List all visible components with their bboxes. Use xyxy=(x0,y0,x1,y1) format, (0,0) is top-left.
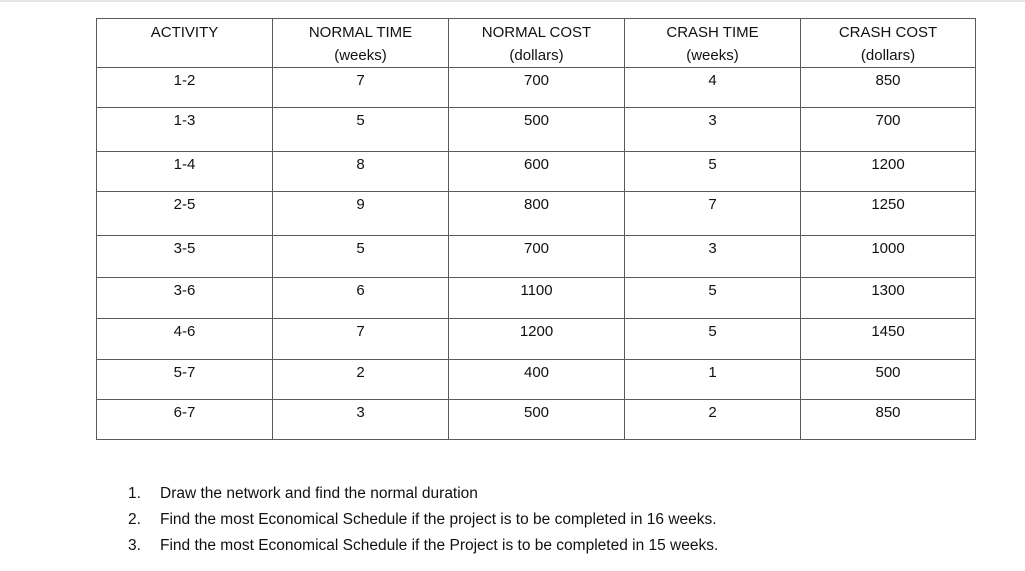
cell-crash-time: 3 xyxy=(625,108,801,152)
cell-normal-cost: 500 xyxy=(449,400,625,440)
table-row xyxy=(97,360,976,400)
cell-activity: 1-3 xyxy=(97,108,273,152)
cell-activity: 6-7 xyxy=(97,400,273,440)
cell-normal-time: 8 xyxy=(273,152,449,192)
cell-crash-cost: 1450 xyxy=(801,319,976,360)
header-crash-cost xyxy=(801,19,976,68)
cell-normal-time: 9 xyxy=(273,192,449,236)
top-divider xyxy=(0,0,1025,2)
header-crash-cost-label: CRASH COST xyxy=(838,24,938,41)
cell-crash-time: 4 xyxy=(625,68,801,108)
cell-crash-time: 3 xyxy=(625,236,801,278)
question-item xyxy=(128,482,718,508)
question-list xyxy=(128,482,718,560)
header-crash-time-label: CRASH TIME xyxy=(666,24,759,41)
cell-crash-time: 5 xyxy=(625,278,801,319)
table-row xyxy=(97,68,976,108)
cell-normal-cost: 700 xyxy=(449,236,625,278)
table-row xyxy=(97,108,976,152)
cell-normal-cost: 1200 xyxy=(449,319,625,360)
table-row xyxy=(97,152,976,192)
table-row xyxy=(97,278,976,319)
header-activity-label: ACTIVITY xyxy=(150,24,219,41)
question-item xyxy=(128,508,718,534)
cell-activity: 3-5 xyxy=(97,236,273,278)
question-text: Find the most Economical Schedule if the Project is to be completed in 15 weeks. xyxy=(160,537,719,554)
header-normal-cost-label: NORMAL COST xyxy=(481,24,592,41)
cell-crash-time: 2 xyxy=(625,400,801,440)
cell-crash-cost: 1200 xyxy=(801,152,976,192)
question-item xyxy=(128,534,718,560)
cell-normal-cost: 700 xyxy=(449,68,625,108)
cell-normal-cost: 1100 xyxy=(449,278,625,319)
table-header-row xyxy=(97,19,976,68)
cell-crash-cost: 1300 xyxy=(801,278,976,319)
cell-normal-cost: 800 xyxy=(449,192,625,236)
cell-crash-cost: 850 xyxy=(801,400,976,440)
table-row xyxy=(97,236,976,278)
cell-normal-cost: 600 xyxy=(449,152,625,192)
header-normal-cost-unit: (dollars) xyxy=(509,47,564,64)
cell-crash-time: 5 xyxy=(625,152,801,192)
question-number: 3. xyxy=(128,537,141,554)
table-row xyxy=(97,192,976,236)
cell-crash-time: 1 xyxy=(625,360,801,400)
cell-crash-time: 5 xyxy=(625,319,801,360)
cell-activity: 3-6 xyxy=(97,278,273,319)
question-text: Draw the network and find the normal duration xyxy=(160,485,478,502)
question-text: Find the most Economical Schedule if the project is to be completed in 16 weeks. xyxy=(160,511,717,528)
table-row xyxy=(97,319,976,360)
cell-normal-time: 7 xyxy=(273,68,449,108)
question-number: 1. xyxy=(128,485,141,502)
header-normal-time-unit: (weeks) xyxy=(334,47,387,64)
cell-normal-cost: 500 xyxy=(449,108,625,152)
cell-normal-time: 5 xyxy=(273,236,449,278)
cell-activity: 1-2 xyxy=(97,68,273,108)
table-row xyxy=(97,400,976,440)
header-normal-cost xyxy=(449,19,625,68)
cell-crash-cost: 700 xyxy=(801,108,976,152)
cell-activity: 1-4 xyxy=(97,152,273,192)
cell-normal-time: 3 xyxy=(273,400,449,440)
cell-normal-time: 7 xyxy=(273,319,449,360)
question-number: 2. xyxy=(128,511,141,528)
cell-normal-time: 5 xyxy=(273,108,449,152)
cell-crash-cost: 1250 xyxy=(801,192,976,236)
header-activity xyxy=(97,19,273,68)
cell-activity: 5-7 xyxy=(97,360,273,400)
cell-crash-cost: 500 xyxy=(801,360,976,400)
cell-crash-cost: 1000 xyxy=(801,236,976,278)
header-crash-cost-unit: (dollars) xyxy=(860,47,916,64)
cell-activity: 4-6 xyxy=(97,319,273,360)
header-normal-time-label: NORMAL TIME xyxy=(308,24,413,41)
cell-crash-cost: 850 xyxy=(801,68,976,108)
header-normal-time xyxy=(273,19,449,68)
activity-table xyxy=(96,18,976,440)
header-crash-time-unit: (weeks) xyxy=(686,47,739,64)
cell-activity: 2-5 xyxy=(97,192,273,236)
cell-normal-time: 2 xyxy=(273,360,449,400)
cell-normal-time: 6 xyxy=(273,278,449,319)
cell-crash-time: 7 xyxy=(625,192,801,236)
header-crash-time xyxy=(625,19,801,68)
cell-normal-cost: 400 xyxy=(449,360,625,400)
